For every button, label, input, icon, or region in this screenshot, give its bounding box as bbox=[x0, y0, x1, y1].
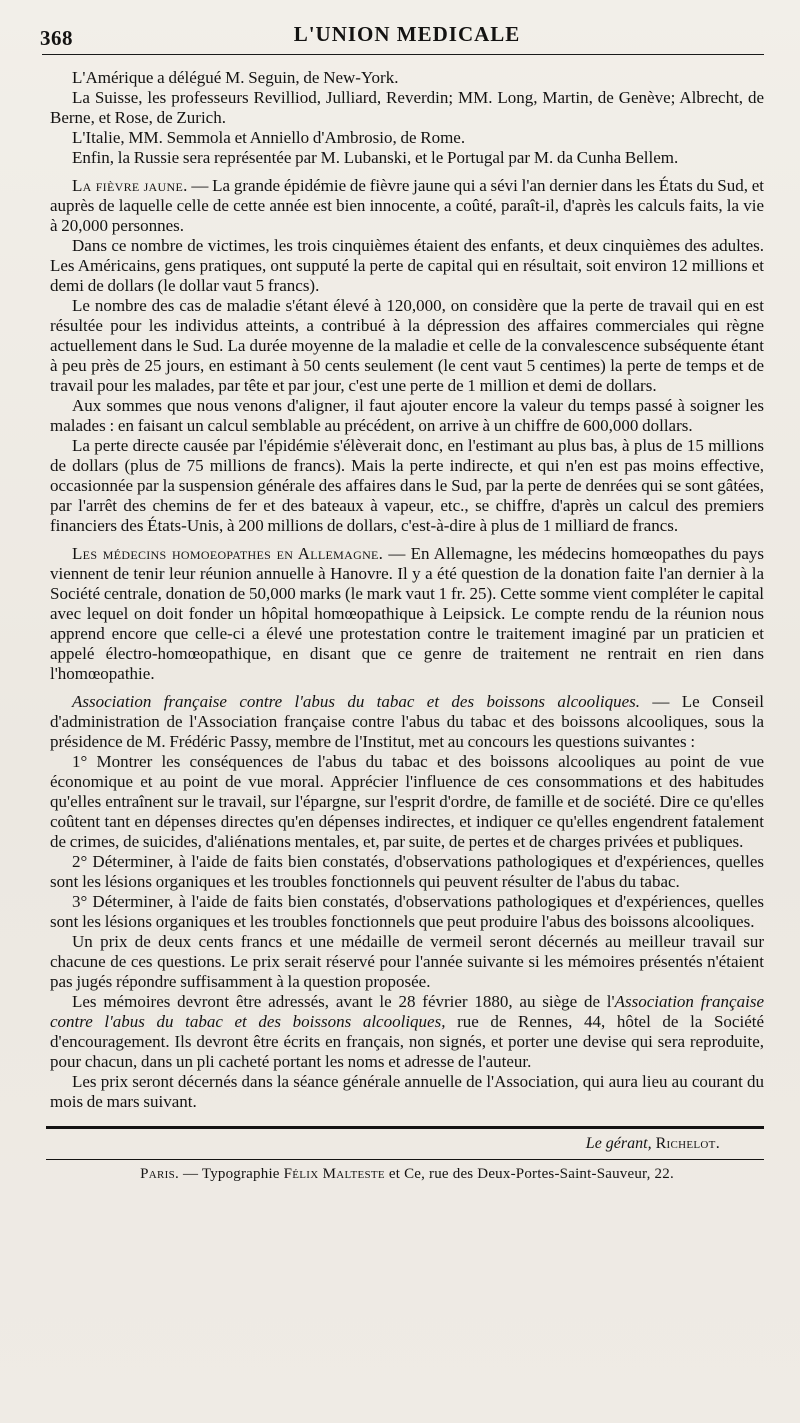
page-header bbox=[40, 0, 764, 58]
memoires-text-a: Les mémoires devront être adressés, avant le 28 février 1880, au siège de l' bbox=[72, 992, 615, 1011]
paragraph-cas-maladie: Le nombre des cas de maladie s'étant élevé à 120,000, on considère que la perte de travail qui en est résultée pour les individus atteints, a contribué à la dépression des affaires commerciales qui règne actuellement dans le Sud. La durée moyenne de la maladie et celle de la convalescence subséquente étant à peu près de 25 jours, en estimant à 50 cents seulement (le cent vaut 5 centimes) la perte de temps et de travail pour les malades, par tête et par jour, c'est une perte de 1 million et demi de dollars. bbox=[50, 296, 764, 395]
running-title: L'UNION MEDICALE bbox=[293, 22, 521, 46]
footer-rule bbox=[46, 1159, 764, 1160]
paragraph-memoires bbox=[50, 992, 764, 1072]
imprint-pre: — Typographie bbox=[179, 1166, 284, 1182]
question-2: 2° Déterminer, à l'aide de faits bien constatés, d'observations pathologiques et d'expériences, quelles sont les lésions organiques et les troubles fonctionnels qui peuvent résulter de l'abus du tabac. bbox=[50, 852, 764, 891]
paragraph-italie: L'Italie, MM. Semmola et Anniello d'Ambrosio, de Rome. bbox=[72, 128, 466, 147]
memoires-text-b: rue de Rennes, 44, hôtel de la Société d'encouragement. Ils devront être écrits en français, non signés, et porter une devise qui sera reproduite, pour chacun, dans un pli cacheté portant les noms et adresse de l'auteur. bbox=[50, 1012, 765, 1071]
section-title-fievre-jaune: La fièvre jaune. bbox=[72, 176, 188, 195]
section-title-homoeopathes: Les médecins homoeopathes en Allemagne. bbox=[72, 544, 384, 563]
paragraph-amerique: L'Amérique a délégué M. Seguin, de New-York. bbox=[72, 68, 399, 87]
question-1: 1° Montrer les conséquences de l'abus du tabac et des boissons alcooliques au point de vue économique et au point de vue moral. Apprécier l'influence de ces consommations et des habitudes qu'elles entraînent sur le travail, sur l'épargne, sur l'esprit d'ordre, de famille et de société. Dire ce qu'elles coûtent tant en dépenses directes qu'en dépenses indirectes, et indiquer ce qu'elles engendrent fatalement de crimes, de suicides, d'aliénations mentales, et, par suite, de pertes et de charges privées et publiques. bbox=[50, 752, 764, 851]
imprint-printer: Félix Malteste bbox=[283, 1166, 385, 1182]
signature-name: Richelot. bbox=[655, 1135, 720, 1152]
paragraph-russie: Enfin, la Russie sera représentée par M. Lubanski, et le Portugal par M. da Cunha Bellem. bbox=[72, 148, 679, 167]
section-text-homoeopathes: — En Allemagne, les médecins homœopathes du pays viennent de tenir leur réunion annuelle à Hanovre. Il y a été question de la donation faite l'an dernier à la Société centrale, donation de 50,000 marks (le mark vaut 1 fr. 25). Cette somme vient compléter le capital avec lequel on doit fonder un hôpital homœopathique à Leipsick. Le compte rendu de la réunion nous apprend encore que celle-ci a élevé une protestation contre le traitement imaginé par un praticien et appelé électro-homœopathique, en disant que ce genre de traitement ne rentrait en rien dans l'homœopathie. bbox=[50, 544, 764, 683]
paragraph-prix: Un prix de deux cents francs et une médaille de vermeil seront décernés au meilleur travail sur chacune de ces questions. Le prix serait réservé pour l'année suivante si les mémoires présentés n'étaient pas jugés répondre suffisamment à la question proposée. bbox=[50, 932, 764, 991]
paragraph-perte-directe: La perte directe causée par l'épidémie s'élèverait donc, en l'estimant au plus bas, à plus de 15 millions de dollars (plus de 75 millions de francs). Mais la perte indirecte, et qui n'en est pas moins effective, occasionnée par la suspension générale des affaires dans le Sud, par la perte de denrées qui se sont gâtées, par l'arrêt des chemins de fer et des bateaux à vapeur, etc., se chiffre, d'après un calcul des premiers financiers des États-Unis, à 200 millions de dollars, c'est-à-dire à plus de 1 milliard de francs. bbox=[50, 436, 764, 535]
signature-label: Le gérant, bbox=[585, 1135, 652, 1152]
paragraph-victimes: Dans ce nombre de victimes, les trois cinquièmes étaient des enfants, et deux cinquièmes des adultes. Les Américains, gens pratiques, ont supputé la perte de capital qui en résultait, soit environ 12 millions et demi de dollars (le dollar vaut 5 francs). bbox=[50, 236, 764, 295]
section-title-association: Association française contre l'abus du tabac et des boissons alcooliques. bbox=[72, 692, 641, 711]
paragraph-final: Les prix seront décernés dans la séance générale annuelle de l'Association, qui aura lieu au courant du mois de mars suivant. bbox=[50, 1072, 764, 1111]
imprint-post: et Ce, rue des Deux-Portes-Saint-Sauveur, 22. bbox=[384, 1166, 674, 1182]
signature bbox=[50, 1135, 764, 1153]
article-body bbox=[50, 58, 764, 1112]
section-homoeopathes bbox=[50, 544, 764, 684]
section-association bbox=[50, 692, 764, 752]
section-fievre-jaune bbox=[50, 176, 764, 236]
imprint bbox=[50, 1166, 764, 1183]
section-text-association: — Le Conseil d'administration de l'Association française contre l'abus du tabac et des boissons alcooliques, sous la présidence de M. Frédéric Passy, membre de l'Institut, met au concours les questions suivantes : bbox=[50, 692, 764, 751]
end-rule bbox=[46, 1126, 764, 1129]
question-3: 3° Déterminer, à l'aide de faits bien constatés, d'observations pathologiques et d'expériences, quelles sont les lésions organiques et les troubles fonctionnels que peut produire l'abus des boissons alcooliques. bbox=[50, 892, 764, 931]
header-rule bbox=[42, 54, 764, 55]
memoires-association-name: Association française contre l'abus du tabac et des boissons alcooliques, bbox=[50, 992, 764, 1031]
imprint-city: Paris. bbox=[140, 1166, 180, 1182]
paragraph-sommes: Aux sommes que nous venons d'aligner, il faut ajouter encore la valeur du temps passé à soigner les malades : en faisant un calcul semblable au précédent, on arrive à un chiffre de 600,000 dollars. bbox=[50, 396, 764, 435]
page-number: 368 bbox=[40, 26, 73, 50]
section-text-fievre-jaune: — La grande épidémie de fièvre jaune qui a sévi l'an dernier dans les États du Sud, et auprès de laquelle celle de cette année est bien innocente, a coûté, paraît-il, d'après les calculs faits, la vie à 20,000 personnes. bbox=[50, 176, 764, 235]
paragraph-suisse: La Suisse, les professeurs Revilliod, Julliard, Reverdin; MM. Long, Martin, de Genève; Albrecht, de Berne, et Rose, de Zurich. bbox=[50, 88, 764, 127]
